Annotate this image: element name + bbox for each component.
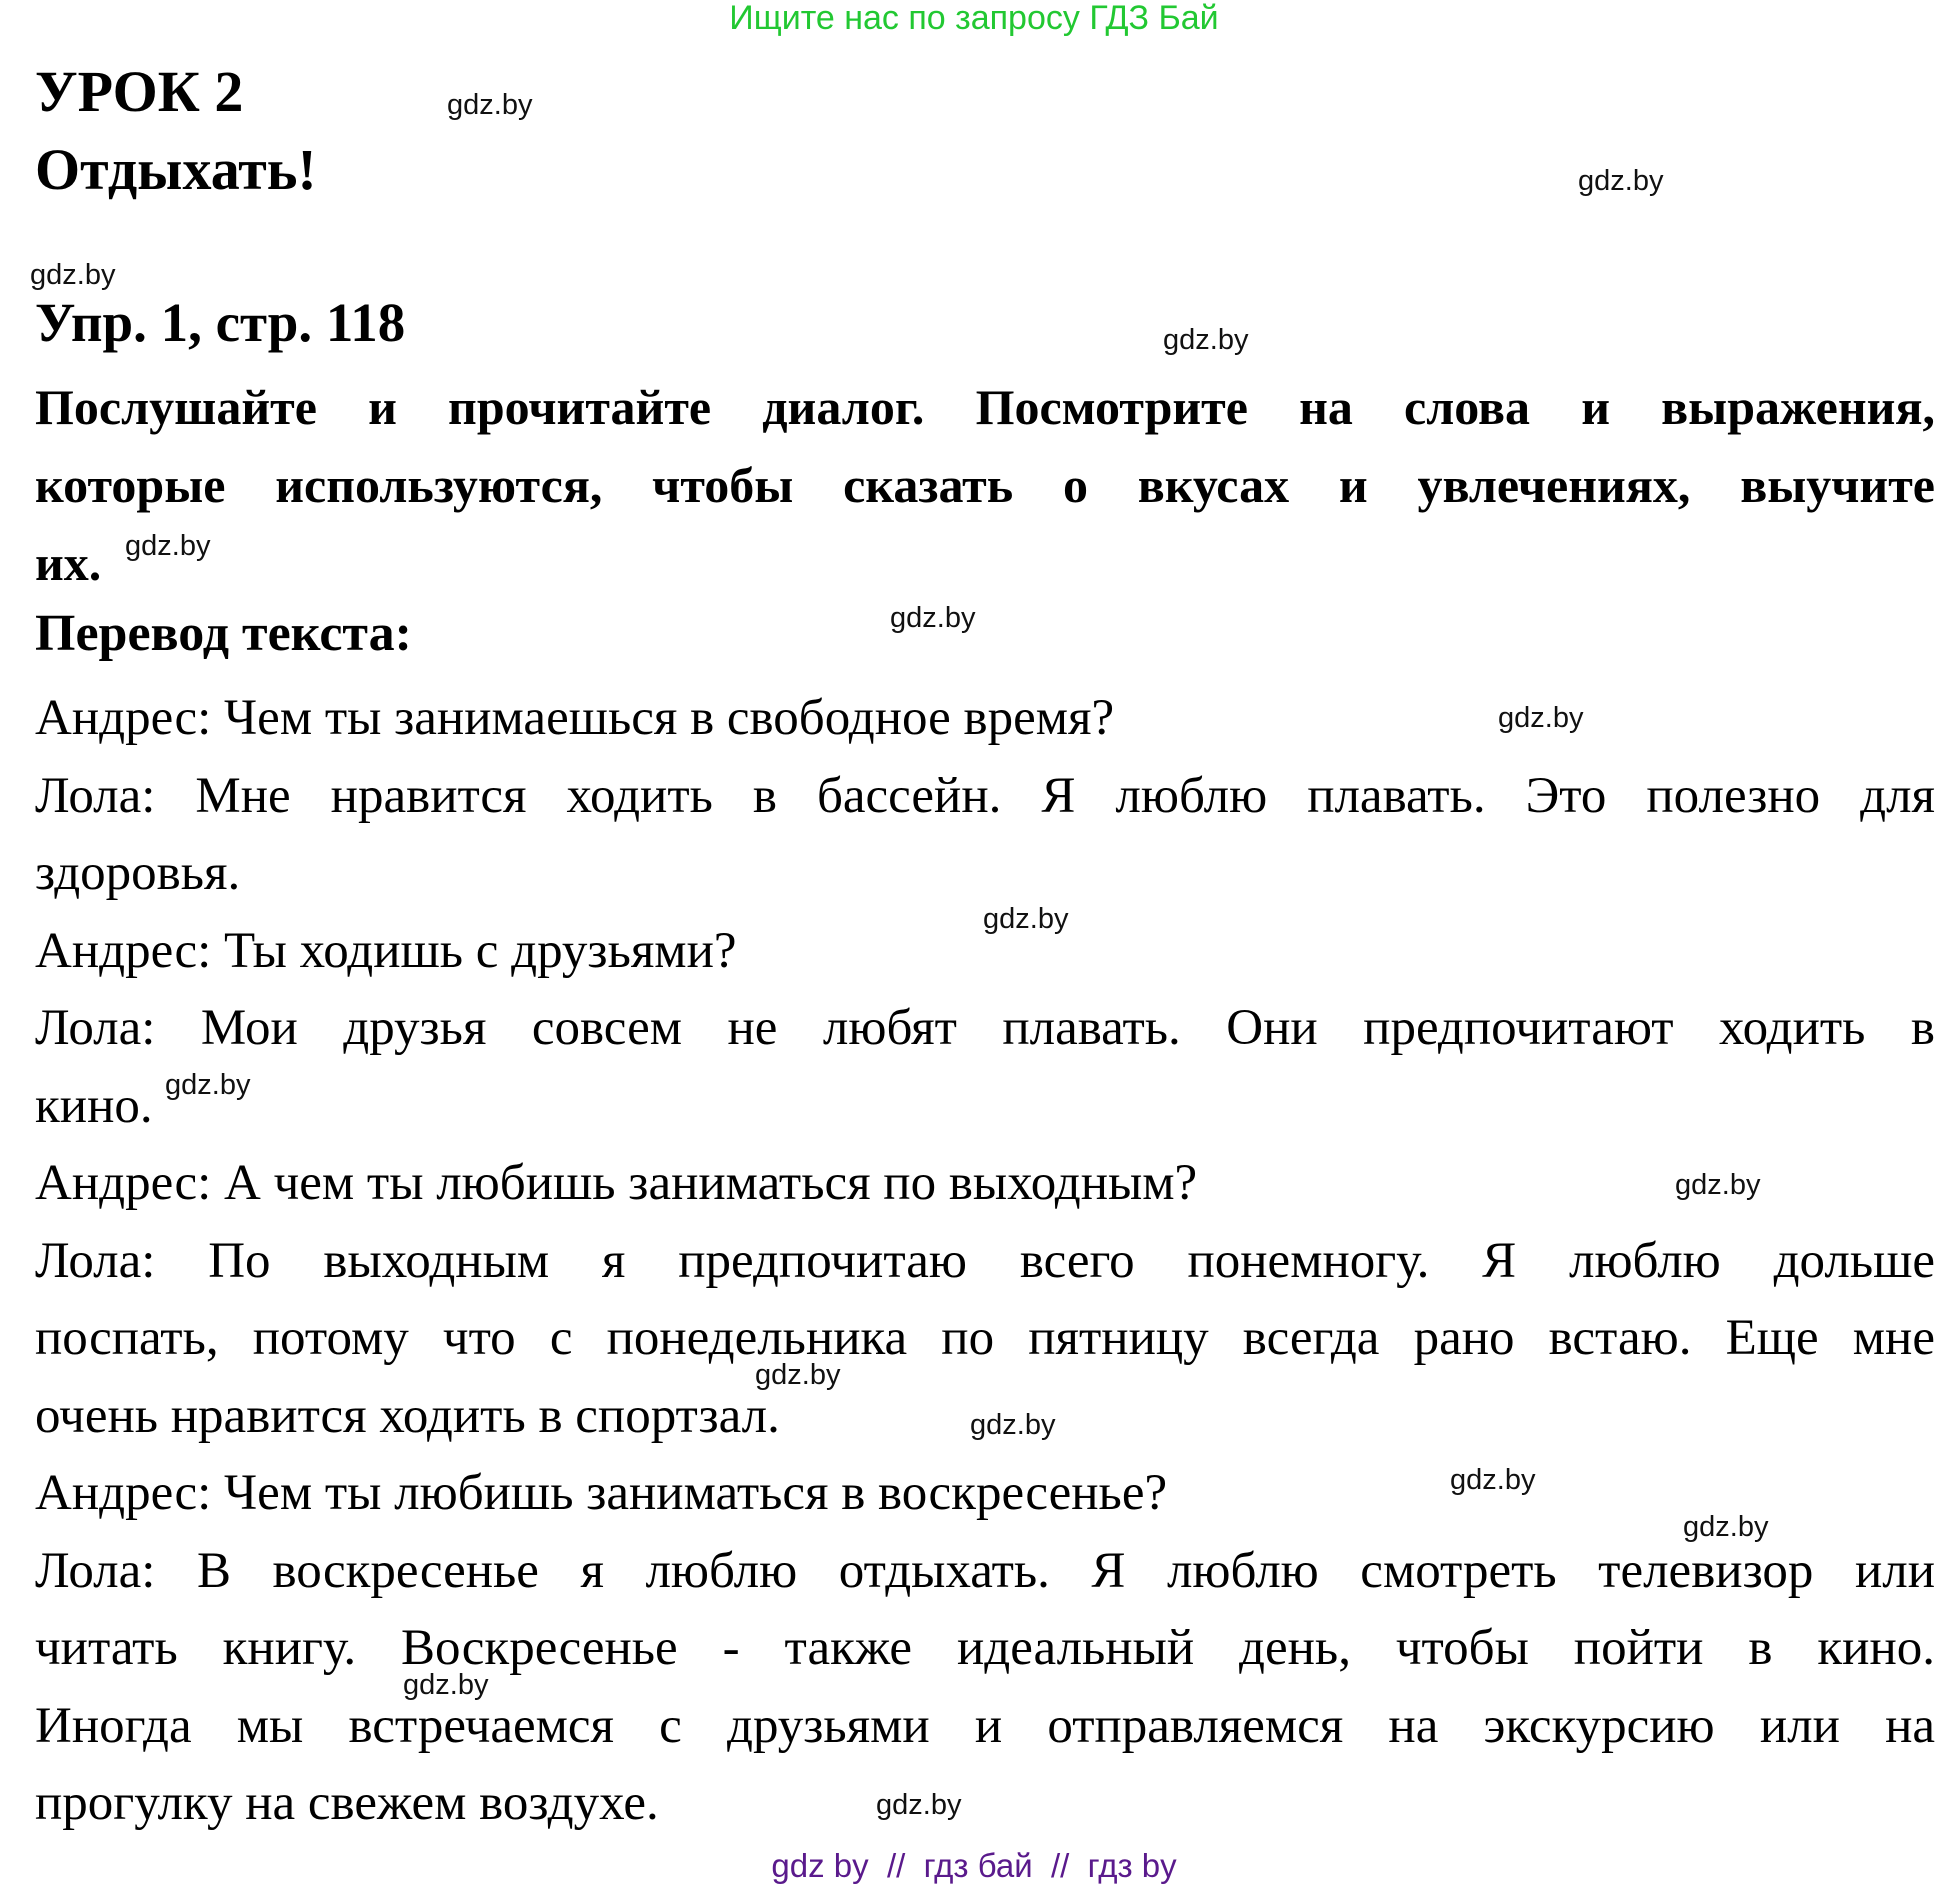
watermark: gdz.by <box>125 530 211 562</box>
watermark: gdz.by <box>970 1409 1056 1441</box>
dialog-line-cont: Иногда мы встречаемся с друзьями и отправляемся на экскурсию или на <box>35 1697 1935 1754</box>
task-line: Послушайте и прочитайте диалог. Посмотрите на слова и выражения, <box>35 379 1935 435</box>
dialog-line-cont: кино. <box>35 1077 153 1134</box>
exercise-heading: Упр. 1, стр. 118 <box>35 292 406 353</box>
dialog-line-lola: Лола: В воскресенье я люблю отдыхать. Я люблю смотреть телевизор или <box>35 1542 1935 1599</box>
watermark: gdz.by <box>447 89 533 121</box>
translation-heading: Перевод текста: <box>35 605 412 662</box>
watermark: gdz.by <box>890 602 976 634</box>
watermark: gdz.by <box>876 1789 962 1821</box>
dialog-line-cont: поспать, потому что с понедельника по пятницу всегда рано встаю. Еще мне <box>35 1310 1935 1366</box>
dialog-line-andres: Андрес: Ты ходишь с друзьями? <box>35 922 737 979</box>
watermark: gdz.by <box>1498 702 1584 734</box>
dialog-line-cont: здоровья. <box>35 845 241 901</box>
dialog-line-cont: читать книгу. Воскресенье - также идеальный день, чтобы пойти в кино. <box>35 1620 1935 1676</box>
dialog-line-andres: Андрес: Чем ты занимаешься в свободное время? <box>35 690 1115 746</box>
footer-links: gdz by // гдз бай // гдз by <box>771 1847 1177 1884</box>
watermark: gdz.by <box>755 1359 841 1391</box>
task-instructions <box>35 368 1935 602</box>
dialog-line-andres: Андрес: Чем ты любишь заниматься в воскресенье? <box>35 1465 1168 1521</box>
watermark: gdz.by <box>165 1069 251 1101</box>
lesson-heading: УРОК 2 <box>35 59 244 124</box>
search-banner: Ищите нас по запросу ГДЗ Бай <box>729 0 1219 37</box>
lesson-title: Отдыхать! <box>35 137 317 202</box>
watermark: gdz.by <box>1578 165 1664 197</box>
watermark: gdz.by <box>1675 1169 1761 1201</box>
dialog-line-cont: очень нравится ходить в спортзал. <box>35 1387 780 1444</box>
watermark: gdz.by <box>1163 324 1249 356</box>
watermark: gdz.by <box>983 903 1069 935</box>
dialog-line-andres: Андрес: А чем ты любишь заниматься по выходным? <box>35 1155 1198 1211</box>
dialog-text <box>35 680 1935 1843</box>
dialog-line-lola: Лола: По выходным я предпочитаю всего понемногу. Я люблю дольше <box>35 1232 1935 1289</box>
watermark: gdz.by <box>1450 1464 1536 1496</box>
dialog-line-cont: прогулку на свежем воздухе. <box>35 1775 659 1831</box>
watermark: gdz.by <box>403 1669 489 1701</box>
task-line: их. <box>35 535 102 591</box>
watermark: gdz.by <box>1683 1511 1769 1543</box>
watermark: gdz.by <box>30 259 116 291</box>
dialog-line-lola: Лола: Мои друзья совсем не любят плавать. Они предпочитают ходить в <box>35 1000 1935 1056</box>
task-line: которые используются, чтобы сказать о вкусах и увлечениях, выучите <box>35 457 1935 513</box>
dialog-line-lola: Лола: Мне нравится ходить в бассейн. Я люблю плавать. Это полезно для <box>35 767 1935 824</box>
